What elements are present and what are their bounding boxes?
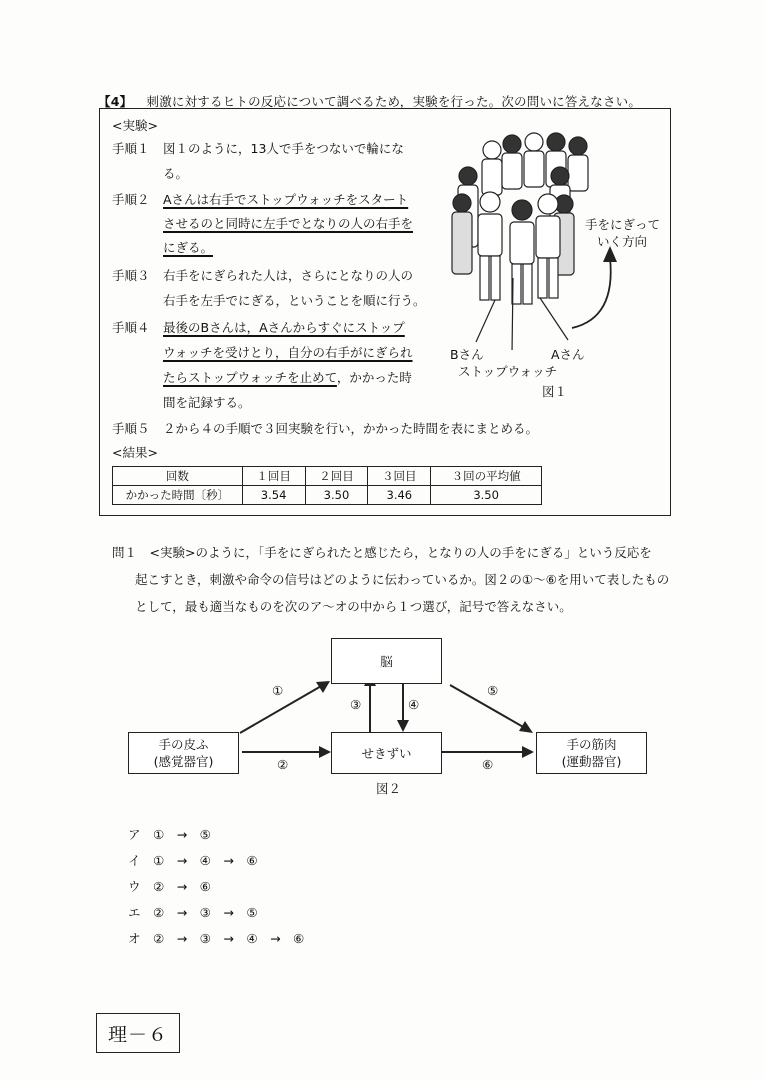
q1-line1: 問１ <実験>のように，「手をにぎられたと感じたら，となりの人の手をにぎる」という反応を: [112, 545, 652, 560]
fig1-direction-line1: 手をにぎって: [585, 217, 661, 232]
step1-line1: 図１のように，13人で手をつないで輪にな: [163, 141, 404, 156]
skin-box: [128, 732, 239, 774]
brain-label: 脳: [380, 653, 393, 669]
path-number-4: ④: [408, 697, 420, 712]
fig2-caption: 図２: [376, 781, 402, 796]
step3-line1: 右手をにぎられた人は，さらにとなりの人の: [163, 268, 414, 283]
person-back-5: [568, 137, 588, 191]
results-header-row: [113, 467, 542, 486]
results-row-label: かかった時間〔秒〕: [113, 486, 243, 505]
person-a: [536, 194, 560, 298]
fig1-label-b: Bさん: [450, 347, 484, 362]
step4-line3-rest: ，かかった時: [336, 370, 412, 385]
muscle-box: [536, 732, 647, 774]
results-table: [112, 466, 542, 505]
muscle-label-line1: 手の筋肉: [566, 737, 617, 752]
fig1-caption: 図１: [542, 384, 568, 399]
page-label-box: [96, 1013, 180, 1053]
q1-line3: として，最も適当なものを次のア～オの中から１つ選び，記号で答えなさい。: [135, 599, 572, 614]
step4-line3-underlined: たらストップウォッチを止めて: [163, 370, 337, 385]
fig1-label-a: Aさん: [551, 347, 585, 362]
option-o[interactable]: オ ② → ③ → ④ → ⑥: [128, 931, 305, 946]
results-header-cell: ３回の平均値: [431, 467, 542, 486]
option-u[interactable]: ウ ② → ⑥: [128, 879, 211, 894]
step5-label: 手順５: [112, 421, 150, 436]
option-a[interactable]: ア ① → ⑤: [128, 827, 211, 842]
option-e[interactable]: エ ② → ③ → ⑤: [128, 905, 258, 920]
step2-line2: させるのと同時に左手でとなりの人の右手を: [163, 216, 414, 231]
skin-label-line2: (感覚器官): [153, 754, 214, 769]
results-value: 3.46: [368, 486, 431, 505]
results-header-cell: １回目: [242, 467, 305, 486]
spinal-box: [331, 732, 442, 774]
brain-box: [331, 638, 442, 684]
results-value: 3.50: [305, 486, 368, 505]
path-number-2: ②: [277, 757, 289, 772]
results-header-cell: 回数: [113, 467, 243, 486]
page-label: 理－６: [107, 1023, 168, 1046]
step2-line3: にぎる。: [163, 240, 214, 255]
results-value: 3.54: [242, 486, 305, 505]
person-center: [510, 200, 534, 304]
question-intro: 刺激に対するヒトの反応について調べるため，実験を行った。次の問いに答えなさい。: [146, 94, 642, 109]
step4-line3: [163, 368, 412, 386]
step1-label: 手順１: [112, 141, 150, 156]
fig1-label-stopwatch: ストップウォッチ: [458, 364, 558, 379]
q1-line2: 起こすとき，刺激や命令の信号はどのように伝わっているか。図２の①～⑥を用いて表したもの: [135, 572, 670, 587]
results-title: <結果>: [112, 445, 158, 460]
step4-label: 手順４: [112, 320, 150, 335]
person-back-1: [482, 141, 502, 195]
path-number-3: ③: [350, 697, 362, 712]
path-number-1: ①: [272, 683, 284, 698]
muscle-label-line2: (運動器官): [561, 754, 622, 769]
results-header-cell: ３回目: [368, 467, 431, 486]
step2-label: 手順２: [112, 192, 150, 207]
step1-line2: る。: [163, 166, 189, 181]
experiment-title: <実験>: [112, 118, 158, 133]
results-value: 3.50: [431, 486, 542, 505]
skin-label-line1: 手の皮ふ: [158, 737, 209, 752]
fig1-direction-line2: いく方向: [597, 234, 648, 249]
step3-line2: 右手を左手でにぎる，ということを順に行う。: [163, 293, 426, 308]
step2-line1: Aさんは右手でストップウォッチをスタート: [163, 192, 409, 207]
person-back-2: [502, 135, 522, 189]
path-number-5: ⑤: [487, 683, 499, 698]
path-number-6: ⑥: [482, 757, 494, 772]
spinal-label: せきずい: [361, 745, 412, 761]
results-header-cell: ２回目: [305, 467, 368, 486]
results-data-row: [113, 486, 542, 505]
step3-label: 手順３: [112, 268, 150, 283]
step5-text: ２から４の手順で３回実験を行い，かかった時間を表にまとめる。: [163, 421, 539, 436]
person-back-3: [524, 133, 544, 187]
step4-line2: ウォッチを受けとり，自分の右手がにぎられ: [163, 345, 413, 360]
option-i[interactable]: イ ① → ④ → ⑥: [128, 853, 258, 868]
step4-line4: 間を記録する。: [163, 395, 251, 410]
step4-line1: 最後のBさんは，Aさんからすぐにストップ: [163, 320, 405, 335]
person-left-2: [452, 194, 472, 274]
person-b: [478, 192, 502, 300]
question-number: 【4】: [98, 94, 133, 109]
